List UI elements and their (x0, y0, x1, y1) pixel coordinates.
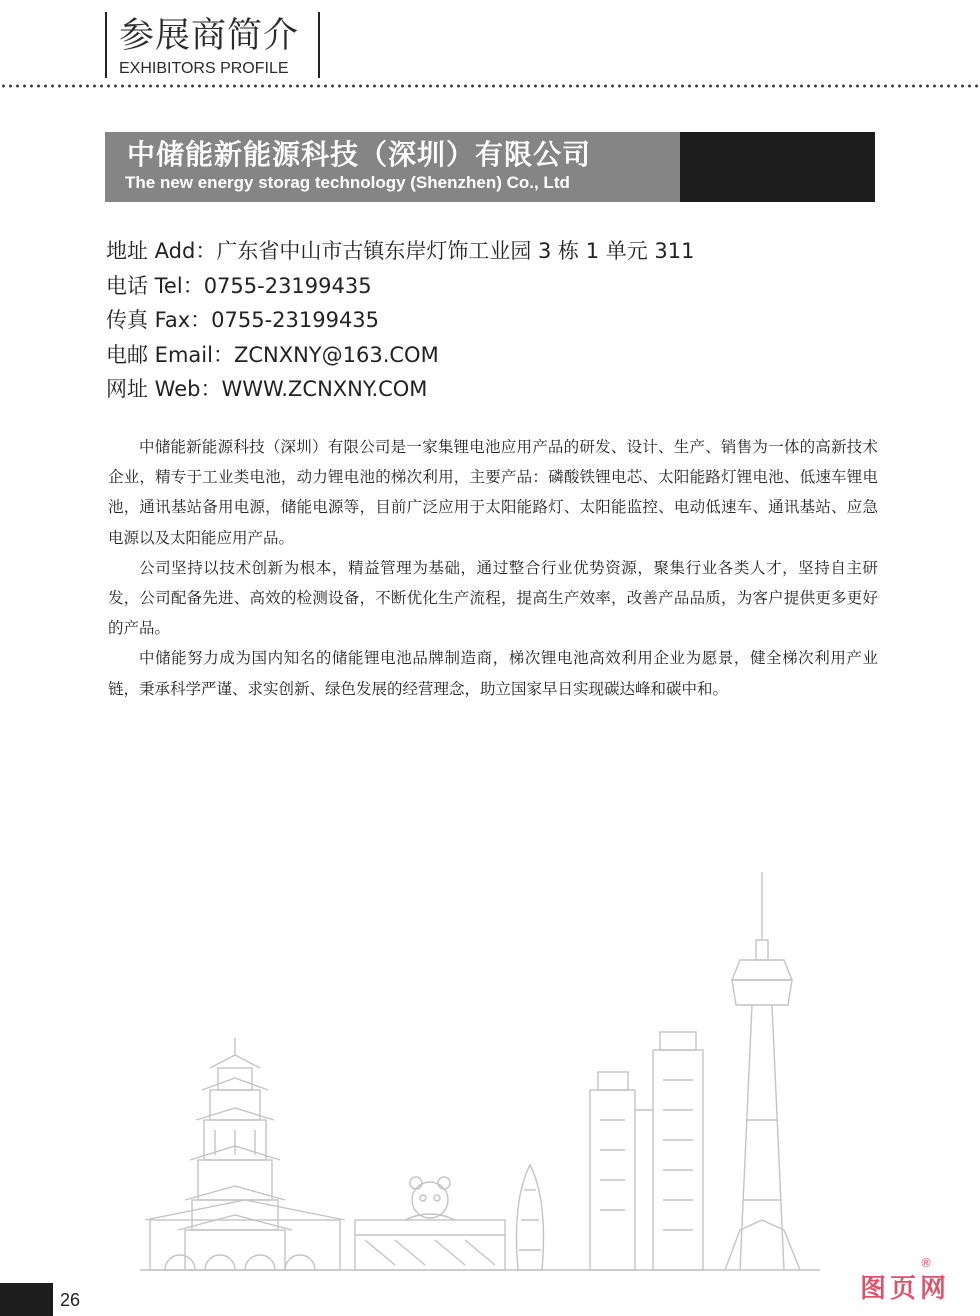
section-title-cn: 参展商简介 (119, 16, 300, 56)
company-banner (105, 132, 875, 202)
twin-towers-illustration (590, 1032, 703, 1270)
contact-fax: 传真 Fax：0755-23199435 (106, 308, 380, 333)
dotted-divider (0, 84, 980, 88)
intro-paragraph: 公司坚持以技术创新为根本，精益管理为基础，通过整合行业优势资源，聚集行业各类人才，坚持自主研发，公司配备先进、高效的检测设备，不断优化生产流程，提高生产效率，改善产品品质，为客户提供更多更好的产品。 (108, 558, 878, 638)
section-header (105, 10, 320, 78)
intro-paragraph: 中储能新能源科技（深圳）有限公司是一家集锂电池应用产品的研发、设计、生产、销售为一体的高新技术企业，精专于工业类电池，动力锂电池的梯次利用，主要产品：磷酸铁锂电芯、太阳能路灯锂电池、低速车锂电池，通讯基站备用电源，储能电源等，目前广泛应用于太阳能路灯、太阳能监控、电动低速车、通讯基站、应急电源以及太阳能应用产品。 (108, 438, 878, 547)
contact-address: 地址 Add：广东省中山市古镇东岸灯饰工业园 3 栋 1 单元 311 (106, 239, 695, 263)
gate-bridge-illustration (145, 1200, 345, 1270)
header-left-bar (105, 12, 107, 78)
intro-paragraph: 中储能努力成为国内知名的储能锂电池品牌制造商，梯次锂电池高效利用企业为愿景，健全梯次利用产业链，秉承科学严谨、求实创新、绿色发展的经营理念，助立国家早日实现碳达峰和碳中和。 (108, 649, 878, 698)
tv-tower-illustration (725, 872, 800, 1270)
contact-info (106, 234, 695, 407)
contact-web: 网址 Web：WWW.ZCNXNY.COM (106, 377, 428, 402)
section-title-en: EXHIBITORS PROFILE (119, 60, 289, 77)
contact-email: 电邮 Email：ZCNXNY@163.COM (106, 342, 439, 367)
flame-tower-illustration (517, 1165, 544, 1270)
company-name-en: The new energy storag technology (Shenzhen) Co., Ltd (125, 173, 570, 192)
company-name-cn: 中储能新能源科技（深圳）有限公司 (127, 138, 592, 171)
panda-building-illustration (355, 1177, 505, 1270)
header-right-bar (318, 12, 320, 78)
contact-tel: 电话 Tel：0755-23199435 (106, 273, 372, 298)
watermark-registered-mark: ® (920, 1256, 932, 1270)
page-number: 26 (60, 1290, 81, 1310)
watermark-logo: 图页网 (860, 1274, 951, 1304)
company-introduction (108, 432, 878, 704)
pagoda-illustration (178, 1038, 292, 1270)
page-number-block (0, 1283, 53, 1316)
city-skyline-illustration (140, 860, 820, 1280)
banner-black-block (680, 132, 875, 202)
